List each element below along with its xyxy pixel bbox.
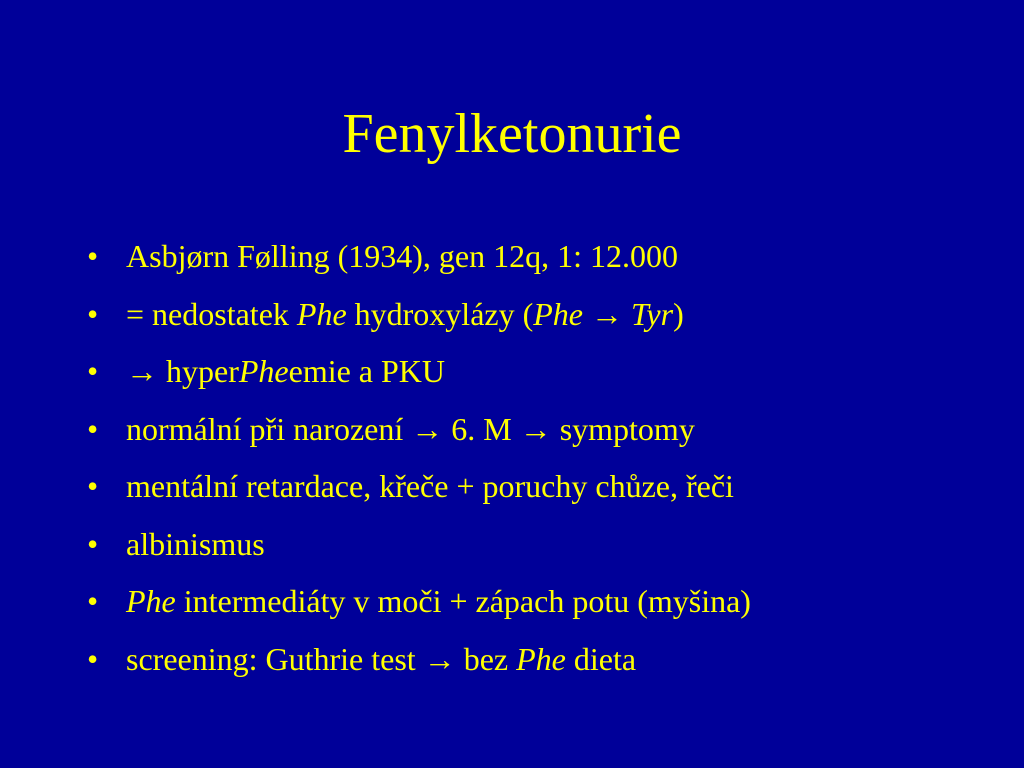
bullet-text: emie a PKU bbox=[288, 353, 446, 389]
bullet-text: = nedostatek bbox=[126, 295, 297, 332]
bullet-text: dieta bbox=[565, 640, 637, 677]
bullet-text-italic: Phe bbox=[238, 353, 289, 389]
bullet-item bbox=[84, 405, 751, 463]
bullet-list bbox=[84, 232, 751, 692]
bullet-text: → hyper bbox=[126, 353, 239, 389]
bullet-item bbox=[84, 635, 751, 693]
bullet-point-icon: • bbox=[87, 353, 99, 389]
bullet-point-icon: • bbox=[87, 410, 99, 447]
bullet-point-icon: • bbox=[87, 640, 99, 677]
bullet-point-icon: • bbox=[87, 525, 99, 562]
bullet-text: Asbjørn Følling (1934), gen 12q, 1: 12.000 bbox=[126, 238, 678, 274]
bullet-text: screening: Guthrie test → bez bbox=[126, 640, 517, 677]
bullet-text: mentální retardace, křeče + poruchy chůze, řeči bbox=[126, 468, 734, 504]
bullet-text-italic: Tyr bbox=[631, 295, 674, 332]
bullet-text: albinismus bbox=[126, 525, 265, 562]
bullet-item bbox=[84, 347, 751, 405]
bullet-item bbox=[84, 232, 751, 290]
bullet-text: ) bbox=[673, 295, 684, 332]
bullet-point-icon: • bbox=[87, 295, 99, 332]
bullet-text-italic: Phe bbox=[516, 640, 566, 677]
bullet-text: hydroxylázy ( bbox=[346, 295, 534, 332]
bullet-text: intermediáty v moči + zápach potu (myšina) bbox=[175, 583, 751, 619]
bullet-point-icon: • bbox=[87, 468, 99, 504]
slide-title: Fenylketonurie bbox=[342, 103, 682, 165]
bullet-item bbox=[84, 577, 751, 635]
bullet-item bbox=[84, 462, 751, 520]
bullet-text: → bbox=[583, 295, 631, 332]
bullet-point-icon: • bbox=[87, 583, 99, 619]
bullet-item bbox=[84, 520, 751, 578]
bullet-text: normální při narození → 6. M → symptomy bbox=[126, 410, 695, 447]
bullet-text-italic: Phe bbox=[126, 583, 176, 619]
bullet-text-italic: Phe bbox=[533, 295, 583, 332]
bullet-text-italic: Phe bbox=[296, 295, 347, 332]
bullet-item bbox=[84, 290, 751, 348]
bullet-point-icon: • bbox=[87, 238, 99, 274]
